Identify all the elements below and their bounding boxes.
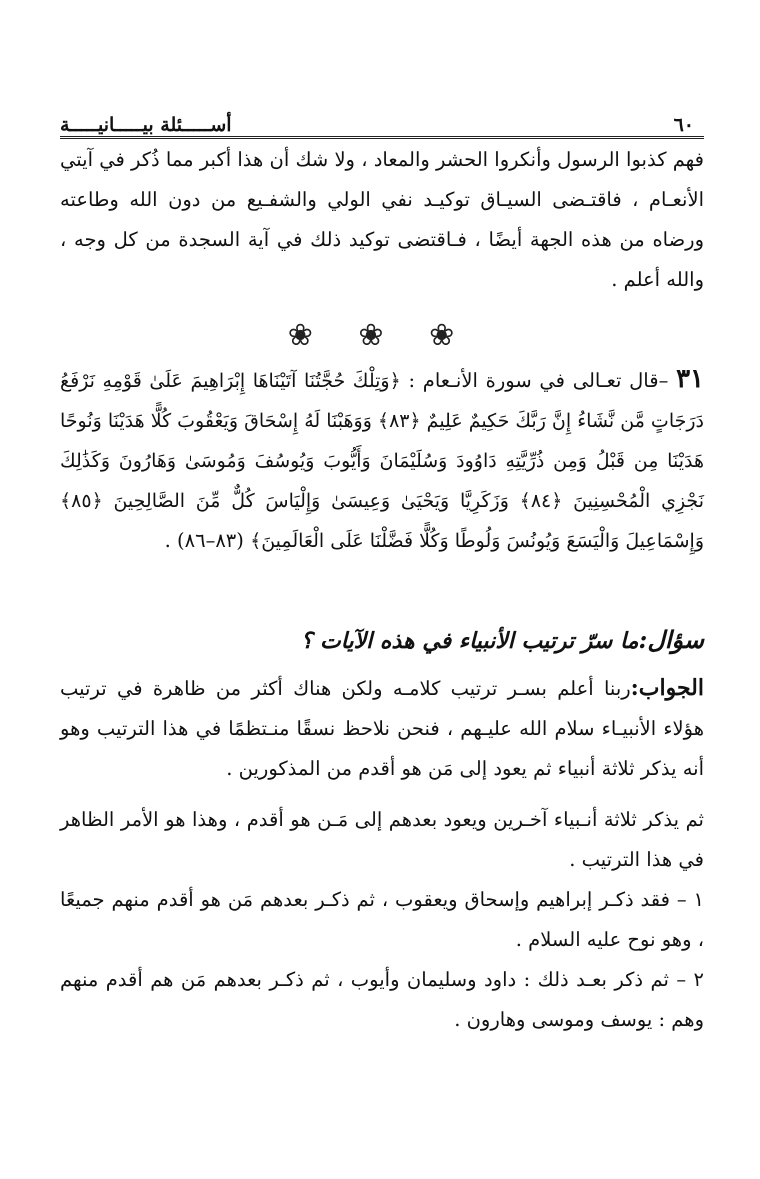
answer-text: ربنا أعلم بسـر ترتيب كلامـه ولكن هناك أكثر من ظاهرة في ترتيب هؤلاء الأنبيـاء سلام الله عليـهم ، فنحن نلاحظ نسقًا منـتظمًا في هذا الترتيب وهو أنه يذكر ثلاثة أنبياء ثم يعود إلى مَن هو أقدم من المذكورين . xyxy=(60,677,704,780)
answer-block xyxy=(60,668,704,789)
paragraph-3 xyxy=(60,880,704,960)
paragraph-3-text: ١ – فقد ذكـر إبراهيم وإسحاق ويعقوب ، ثم ذكـر بعدهم مَن هو أقدم منهم جميعًا ، وهو نوح عليه السلام . xyxy=(60,888,704,951)
question-intro: –قال تعـالى في سورة الأنـعام : xyxy=(400,369,677,392)
running-header xyxy=(60,108,704,139)
question-block xyxy=(60,360,704,561)
question-text: ما سرّ ترتيب الأنبياء في هذه الآيات ؟ xyxy=(300,628,639,654)
paragraph-1 xyxy=(60,140,704,300)
paragraph-1-text: فهم كذبوا الرسول وأنكروا الحشر والمعاد ، ولا شك أن هذا أكبر مما ذُكر في آيتي الأنعـام ، فاقتـضى السيـاق توكيـد نفي الولي والشفـيع من دون الله وطاعته ورضاه من هذه الجهة أيضًا ، فـاقتضى توكيد ذلك في آية السجدة من كل وجه ، والله أعلم . xyxy=(60,148,704,291)
paragraph-2 xyxy=(60,800,704,880)
quran-verse: ﴿وَتِلْكَ حُجَّتُنَا آتَيْنَاهَا إِبْرَاهِيمَ عَلَىٰ قَوْمِهِ نَرْفَعُ دَرَجَاتٍ مَّن نَّشَاءُ إِنَّ رَبَّكَ حَكِيمٌ عَلِيمٌ ﴿٨٣﴾ وَوَهَبْنَا لَهُ إِسْحَاقَ وَيَعْقُوبَ كُلًّا هَدَيْنَا وَنُوحًا هَدَيْنَا مِن قَبْلُ وَمِن ذُرِّيَّتِهِ دَاوُودَ وَسُلَيْمَانَ وَأَيُّوبَ وَيُوسُفَ وَمُوسَىٰ وَهَارُونَ وَكَذَٰلِكَ نَجْزِي الْمُحْسِنِينَ ﴿٨٤﴾ وَزَكَرِيَّا وَيَحْيَىٰ وَعِيسَىٰ وَإِلْيَاسَ كُلٌّ مِّنَ الصَّالِحِينَ ﴿٨٥﴾ وَإِسْمَاعِيلَ وَالْيَسَعَ وَيُونُسَ وَلُوطًا وَكُلًّا فَضَّلْنَا عَلَى الْعَالَمِينَ﴾ xyxy=(60,370,704,552)
flower-ornament-icon: ❀ ❀ ❀ xyxy=(287,318,473,353)
paragraph-2-text: ثم يذكر ثلاثة أنـبياء آخـرين ويعود بعدهم إلى مَـن هو أقدم ، وهذا هو الأمر الظاهر في هذا الترتيب . xyxy=(60,808,704,871)
running-title: أســـــئلة بيـــــانيـــــة xyxy=(60,114,232,136)
question-heading xyxy=(60,620,704,661)
verse-reference: (٨٣–٨٦) . xyxy=(164,529,251,552)
paragraph-4 xyxy=(60,960,704,1040)
answer-label: الجواب: xyxy=(630,675,704,701)
question-number: ٣١ xyxy=(676,364,705,394)
page-number: ٦٠ xyxy=(673,114,694,136)
question-label: سؤال: xyxy=(638,625,704,654)
paragraph-4-text: ٢ – ثم ذكر بعـد ذلك : داود وسليمان وأيوب ، ثم ذكـر بعدهم مَن هم أقدم منهم وهم : يوسف وموسى وهارون . xyxy=(60,968,704,1031)
